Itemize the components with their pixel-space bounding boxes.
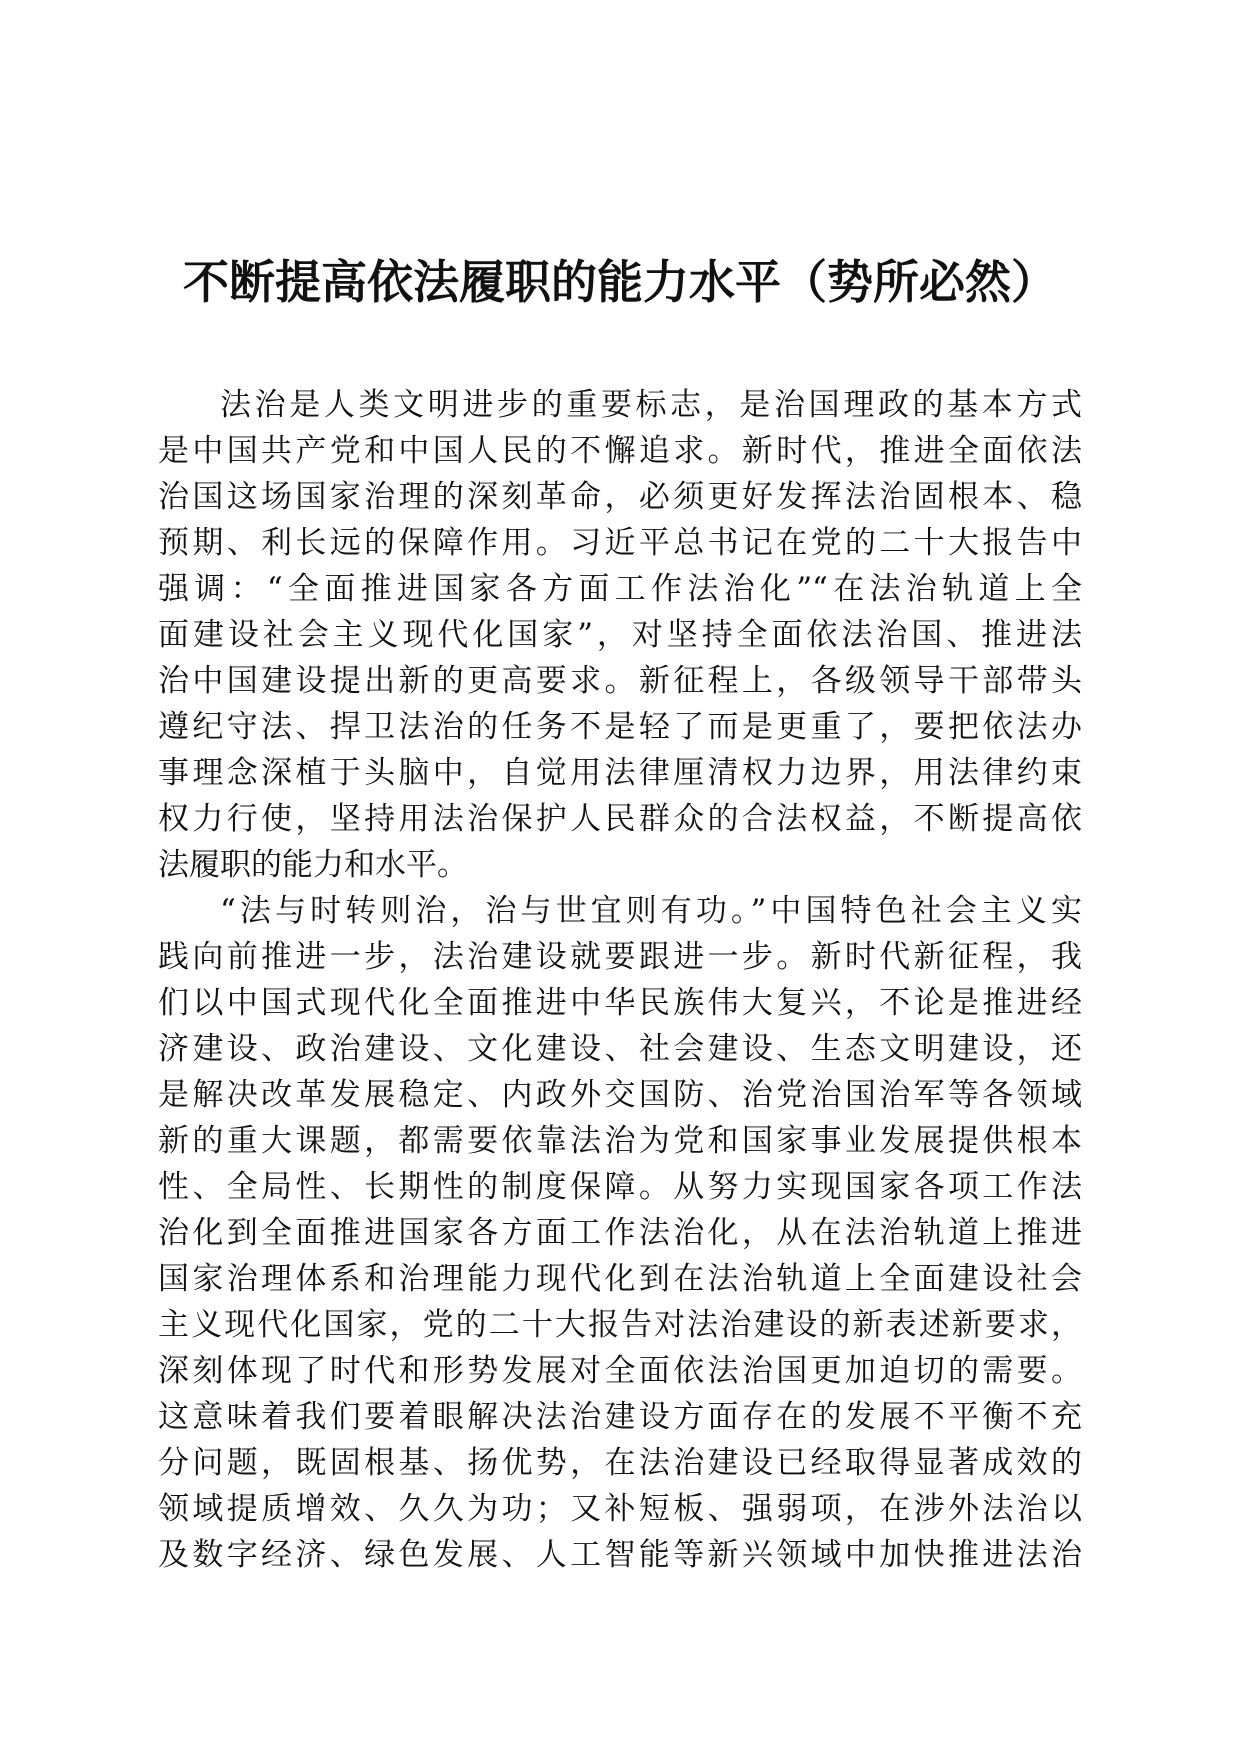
text-line: 践向前推进一步，法治建设就要跟进一步。新时代新征程，我 xyxy=(158,939,1082,975)
text-line: 国家治理体系和治理能力现代化到在法治轨道上全面建设社会 xyxy=(158,1261,1082,1297)
document-title: 不断提高依法履职的能力水平（势所必然） xyxy=(183,255,1057,309)
text-line: 预期、利长远的保障作用。习近平总书记在党的二十大报告中 xyxy=(158,525,1082,561)
text-line: 领域提质增效、久久为功；又补短板、强弱项，在涉外法治以 xyxy=(158,1491,1082,1527)
text-line: “法与时转则治，治与世宜则有功。”中国特色社会主义实 xyxy=(220,893,1082,929)
text-line: 权力行使，坚持用法治保护人民群众的合法权益，不断提高依 xyxy=(158,801,1082,837)
text-line: 深刻体现了时代和形势发展对全面依法治国更加迫切的需要。 xyxy=(158,1353,1082,1389)
text-line: 济建设、政治建设、文化建设、社会建设、生态文明建设，还 xyxy=(158,1031,1082,1067)
text-line: 治国这场国家治理的深刻革命，必须更好发挥法治固根本、稳 xyxy=(158,479,1082,515)
text-line: 分问题，既固根基、扬优势，在法治建设已经取得显著成效的 xyxy=(158,1445,1082,1481)
text-line: 性、全局性、长期性的制度保障。从努力实现国家各项工作法 xyxy=(158,1169,1082,1205)
text-line: 是中国共产党和中国人民的不懈追求。新时代，推进全面依法 xyxy=(158,433,1082,469)
paragraph xyxy=(158,382,1082,888)
text-line: 新的重大课题，都需要依靠法治为党和国家事业发展提供根本 xyxy=(158,1123,1082,1159)
text-line: 面建设社会主义现代化国家”，对坚持全面依法治国、推进法 xyxy=(158,617,1082,653)
text-line: 治化到全面推进国家各方面工作法治化，从在法治轨道上推进 xyxy=(158,1215,1082,1251)
text-line: 强调：“全面推进国家各方面工作法治化”“在法治轨道上全 xyxy=(158,571,1082,607)
text-line: 事理念深植于头脑中，自觉用法律厘清权力边界，用法律约束 xyxy=(158,755,1082,791)
text-line: 法履职的能力和水平。 xyxy=(158,847,468,883)
text-line: 们以中国式现代化全面推进中华民族伟大复兴，不论是推进经 xyxy=(158,985,1082,1021)
text-line: 及数字经济、绿色发展、人工智能等新兴领域中加快推进法治 xyxy=(158,1537,1082,1573)
text-line: 主义现代化国家，党的二十大报告对法治建设的新表述新要求， xyxy=(158,1307,1082,1343)
text-line: 是解决改革发展稳定、内政外交国防、治党治国治军等各领域 xyxy=(158,1077,1082,1113)
text-line: 法治是人类文明进步的重要标志，是治国理政的基本方式 xyxy=(220,387,1082,423)
text-line: 治中国建设提出新的更高要求。新征程上，各级领导干部带头 xyxy=(158,663,1082,699)
text-line: 这意味着我们要着眼解决法治建设方面存在的发展不平衡不充 xyxy=(158,1399,1082,1435)
document-body xyxy=(158,382,1082,1578)
text-line: 遵纪守法、捍卫法治的任务不是轻了而是更重了，要把依法办 xyxy=(158,709,1082,745)
paragraph xyxy=(158,888,1082,1578)
